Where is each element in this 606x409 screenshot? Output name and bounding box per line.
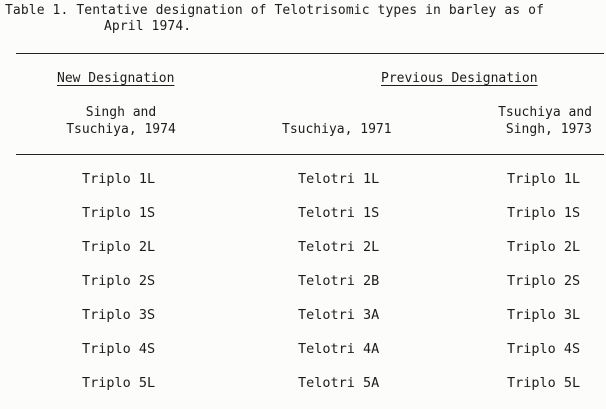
table-row — [0, 273, 606, 307]
table-cell-new: Triplo 2L — [82, 239, 156, 255]
table-cell-tsuchiya-singh-1973: Triplo 2S — [507, 273, 581, 289]
table-row — [0, 239, 606, 273]
table-cell-new: Triplo 2S — [82, 273, 156, 289]
header-rule — [16, 154, 604, 155]
table-cell-tsuchiya-1971: Telotri 1S — [298, 205, 380, 221]
table-caption — [5, 3, 601, 35]
table-cell-tsuchiya-singh-1973: Triplo 3L — [507, 307, 581, 323]
table-cell-tsuchiya-1971: Telotri 5A — [298, 375, 380, 391]
column-header-tsuchiya-singh-1973 — [470, 104, 592, 138]
column-header-line: Tsuchiya, 1974 — [66, 122, 176, 137]
table-cell-tsuchiya-singh-1973: Triplo 4S — [507, 341, 581, 357]
table-cell-tsuchiya-singh-1973: Triplo 1S — [507, 205, 581, 221]
table-cell-new: Triplo 4S — [82, 341, 156, 357]
table-cell-tsuchiya-1971: Telotri 3A — [298, 307, 380, 323]
table-cell-tsuchiya-singh-1973: Triplo 2L — [507, 239, 581, 255]
table-cell-new: Triplo 5L — [82, 375, 156, 391]
table-cell-new: Triplo 3S — [82, 307, 156, 323]
table-body — [0, 171, 606, 409]
header-new-designation: New Designation — [57, 71, 175, 86]
table-cell-new: Triplo 1L — [82, 171, 156, 187]
column-header-line: Singh, 1973 — [505, 122, 592, 137]
column-header-line: Tsuchiya and — [498, 105, 592, 120]
table-cell-tsuchiya-1971: Telotri 4A — [298, 341, 380, 357]
table-row — [0, 171, 606, 205]
top-rule — [16, 53, 604, 54]
caption-line-1: Table 1. Tentative designation of Telotrisomic types in barley as of — [5, 3, 545, 18]
table-cell-tsuchiya-1971: Telotri 2L — [298, 239, 380, 255]
table-row — [0, 375, 606, 409]
column-header-tsuchiya-1971 — [282, 121, 392, 138]
table-cell-tsuchiya-1971: Telotri 2B — [298, 273, 380, 289]
caption-line-2: April 1974. — [104, 19, 192, 34]
table-row — [0, 307, 606, 341]
header-previous-designation: Previous Designation — [381, 71, 538, 86]
table-cell-new: Triplo 1S — [82, 205, 156, 221]
table-row — [0, 341, 606, 375]
column-header-singh-tsuchiya-1974 — [54, 104, 188, 138]
table-row — [0, 205, 606, 239]
column-header-line: Singh and — [85, 105, 157, 120]
table-cell-tsuchiya-1971: Telotri 1L — [298, 171, 380, 187]
table-cell-tsuchiya-singh-1973: Triplo 5L — [507, 375, 581, 391]
column-header-line: Tsuchiya, 1971 — [282, 122, 392, 137]
table-cell-tsuchiya-singh-1973: Triplo 1L — [507, 171, 581, 187]
